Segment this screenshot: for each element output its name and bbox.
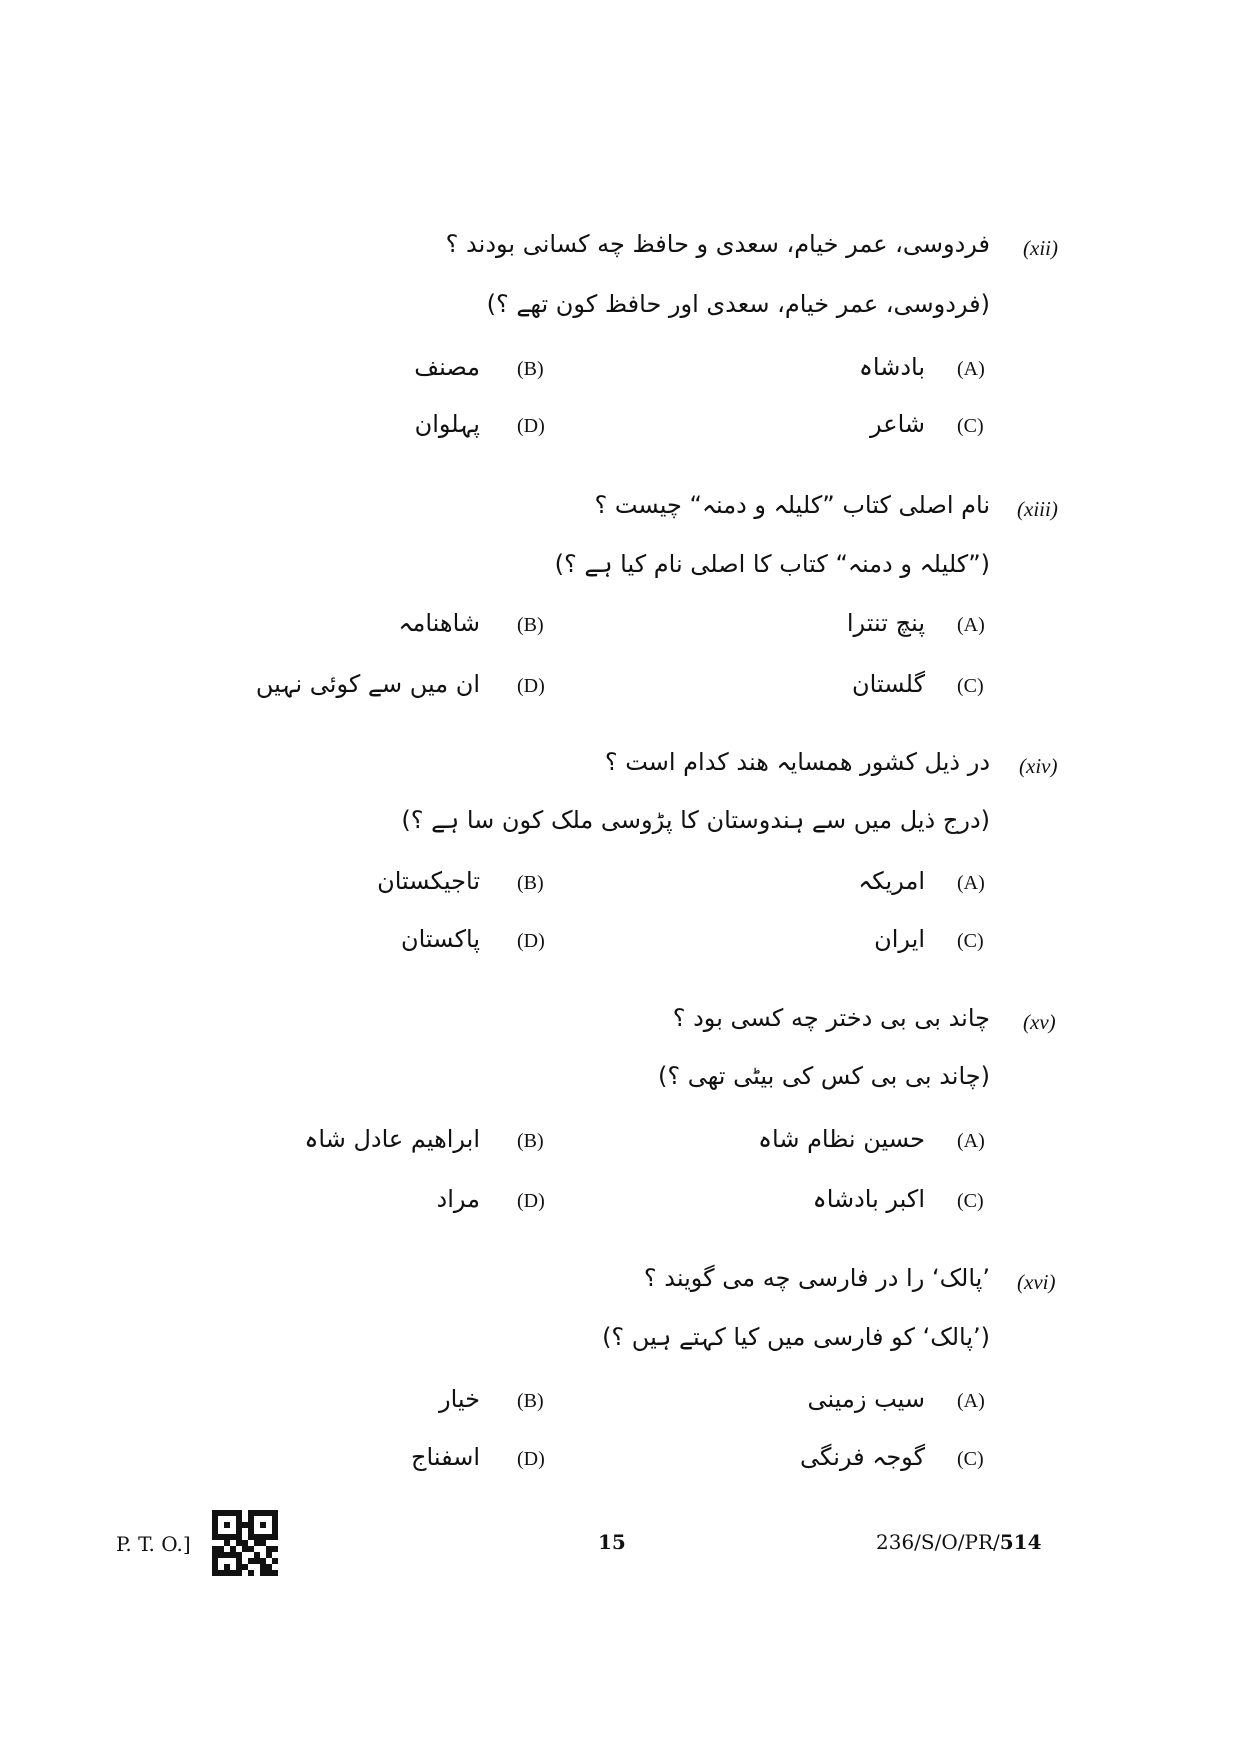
option-c-text: اکبر بادشاہ	[812, 1185, 925, 1213]
question-text-urdu: (چاند بی بی کس کی بیٹی تھی ؟)	[657, 1062, 990, 1090]
option-d-letter: (D)	[517, 675, 545, 697]
option-d-text: اسفناج	[411, 1443, 480, 1471]
paper-code	[876, 1530, 1042, 1554]
option-b-letter: (B)	[517, 1130, 544, 1152]
question-text-persian: ’پالک‘ را در فارسی چه می گویند ؟	[643, 1264, 990, 1292]
option-c-text: گلستان	[852, 670, 925, 698]
option-c-letter: (C)	[957, 1448, 984, 1470]
question-number: (xv)	[1023, 1010, 1056, 1034]
option-b-text: تاجیکستان	[377, 867, 480, 895]
option-a-letter: (A)	[957, 614, 985, 636]
paper-code-prefix: 236/S/O/PR/	[876, 1530, 1000, 1554]
page-number: 15	[598, 1530, 626, 1554]
question-number: (xii)	[1023, 236, 1058, 260]
question-text-urdu: (درج ذیل میں سے ہندوستان کا پڑوسی ملک کون سا ہے ؟)	[401, 806, 990, 834]
question-text-urdu: (”کلیلہ و دمنہ“ کتاب کا اصلی نام کیا ہے ؟)	[554, 550, 990, 578]
pto-label: P. T. O.]	[116, 1532, 191, 1556]
option-d-text: پاکستان	[400, 925, 480, 953]
option-a-text: سیب زمینی	[807, 1385, 925, 1413]
question-number: (xvi)	[1017, 1270, 1056, 1294]
option-c-letter: (C)	[957, 1190, 984, 1212]
option-b-letter: (B)	[517, 358, 544, 380]
question-number: (xiii)	[1017, 497, 1058, 521]
option-b-letter: (B)	[517, 1390, 544, 1412]
option-d-letter: (D)	[517, 1448, 545, 1470]
option-b-letter: (B)	[517, 614, 544, 636]
option-b-text: شاھنامہ	[398, 609, 480, 637]
option-c-text: شاعر	[870, 410, 925, 438]
option-d-text: ان میں سے کوئی نہیں	[255, 670, 480, 698]
option-a-letter: (A)	[957, 872, 985, 894]
option-c-text: گوجہ فرنگی	[799, 1443, 925, 1471]
option-a-text: امریکہ	[858, 867, 925, 895]
option-d-letter: (D)	[517, 1190, 545, 1212]
question-text-urdu: (فردوسی، عمر خیام، سعدی اور حافظ کون تھے ؟)	[486, 290, 990, 318]
option-b-text: خیار	[439, 1385, 480, 1413]
option-b-text: مصنف	[414, 353, 480, 381]
question-number: (xiv)	[1019, 754, 1058, 778]
option-d-letter: (D)	[517, 930, 545, 952]
option-b-letter: (B)	[517, 872, 544, 894]
option-a-letter: (A)	[957, 358, 985, 380]
option-c-text: ایران	[874, 925, 925, 953]
option-c-letter: (C)	[957, 930, 984, 952]
option-b-text: ابراھیم عادل شاہ	[304, 1125, 480, 1153]
option-d-letter: (D)	[517, 415, 545, 437]
option-a-text: حسین نظام شاہ	[757, 1125, 925, 1153]
option-a-text: بادشاہ	[858, 353, 925, 381]
option-d-text: پہلوان	[414, 410, 480, 438]
paper-code-suffix: 514	[999, 1530, 1042, 1554]
option-a-letter: (A)	[957, 1130, 985, 1152]
option-a-letter: (A)	[957, 1390, 985, 1412]
option-a-text: پنچ تنترا	[846, 609, 925, 637]
qr-code-icon	[212, 1510, 278, 1576]
question-text-persian: در ذیل کشور همسایہ هند کدام است ؟	[604, 748, 990, 776]
question-text-persian: چاند بی بی دختر چه کسی بود ؟	[672, 1004, 990, 1032]
option-c-letter: (C)	[957, 675, 984, 697]
question-text-persian: فردوسی، عمر خیام، سعدی و حافظ چه کسانی بودند ؟	[445, 230, 990, 258]
option-c-letter: (C)	[957, 415, 984, 437]
question-text-persian: نام اصلی کتاب ”کلیلہ و دمنہ“ چیست ؟	[594, 491, 990, 519]
question-text-urdu: (’پالک‘ کو فارسی میں کیا کہتے ہیں ؟)	[602, 1323, 990, 1351]
option-d-text: مراد	[436, 1185, 480, 1213]
